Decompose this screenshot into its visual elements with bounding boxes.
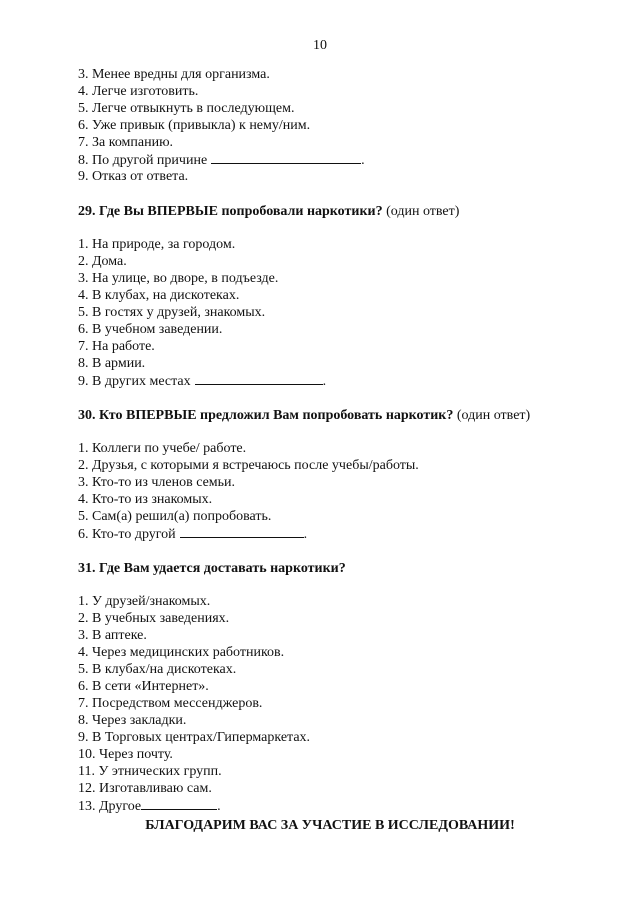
question-29-text: 29. Где Вы ВПЕРВЫЕ попробовали наркотики?	[78, 204, 383, 219]
question-30-note: (один ответ)	[456, 408, 531, 423]
closing-message: БЛАГОДАРИМ ВАС ЗА УЧАСТИЕ В ИССЛЕДОВАНИИ!	[145, 818, 515, 833]
option-item: 9. В Торговых центрах/Гипермаркетах.	[78, 730, 311, 745]
option-item: 4. Через медицинских работников.	[78, 645, 285, 660]
option-item: 2. В учебных заведениях.	[78, 611, 230, 626]
fill-in-blank[interactable]	[180, 525, 304, 538]
option-item: 5. Сам(а) решил(а) попробовать.	[78, 509, 272, 524]
question-30-title	[78, 407, 578, 424]
option-item: 4. Легче изготовить.	[78, 84, 199, 99]
questionnaire-content	[78, 66, 578, 814]
question-31-text: 31. Где Вам удается доставать наркотики?	[78, 561, 346, 576]
option-item: 9. Отказ от ответа.	[78, 169, 189, 184]
question-30-options	[78, 440, 578, 542]
option-item: 1. Коллеги по учебе/ работе.	[78, 441, 247, 456]
option-item: 5. Легче отвыкнуть в последующем.	[78, 101, 295, 116]
option-item: 12. Изготавливаю сам.	[78, 781, 212, 796]
page-number: 10	[313, 38, 327, 53]
option-item: 2. Дома.	[78, 254, 127, 269]
question-30-text: 30. Кто ВПЕРВЫЕ предложил Вам попробовать наркотик?	[78, 408, 454, 423]
option-item: 6. В сети «Интернет».	[78, 679, 209, 694]
option-item: 3. Кто-то из членов семьи.	[78, 475, 236, 490]
option-item: 8. В армии.	[78, 356, 146, 371]
option-item: 6. Уже привык (привыкла) к нему/ним.	[78, 118, 311, 133]
option-item: 1. На природе, за городом.	[78, 237, 236, 252]
fill-in-blank[interactable]	[141, 797, 217, 810]
option-item-with-blank: 6. Кто-то другой .	[78, 527, 308, 542]
fill-in-blank[interactable]	[195, 372, 323, 385]
option-item: 3. В аптеке.	[78, 628, 147, 643]
option-item: 7. За компанию.	[78, 135, 174, 150]
option-item: 11. У этнических групп.	[78, 764, 222, 779]
option-item: 2. Друзья, с которыми я встречаюсь после учебы/работы.	[78, 458, 419, 473]
option-item: 1. У друзей/знакомых.	[78, 594, 211, 609]
continued-options-list	[78, 66, 578, 185]
option-item: 3. На улице, во дворе, в подъезде.	[78, 271, 279, 286]
question-29-title	[78, 203, 578, 220]
option-item-with-blank: 8. По другой причине .	[78, 153, 365, 168]
option-item: 4. В клубах, на дискотеках.	[78, 288, 240, 303]
option-label: 13. Другое	[78, 799, 142, 814]
question-31-options	[78, 593, 578, 814]
option-item: 5. В клубах/на дискотеках.	[78, 662, 237, 677]
fill-in-blank[interactable]	[211, 151, 361, 164]
option-item: 7. На работе.	[78, 339, 155, 354]
question-29-note: (один ответ)	[386, 204, 460, 219]
option-item: 5. В гостях у друзей, знакомых.	[78, 305, 266, 320]
option-label: 6. Кто-то другой	[78, 527, 176, 542]
option-item-with-blank: 13. Другое .	[78, 799, 221, 814]
option-item: 6. В учебном заведении.	[78, 322, 223, 337]
option-label: 8. По другой причине	[78, 153, 208, 168]
question-29-options	[78, 236, 578, 389]
option-item: 3. Менее вредны для организма.	[78, 67, 270, 82]
option-item: 10. Через почту.	[78, 747, 173, 762]
option-item: 4. Кто-то из знакомых.	[78, 492, 213, 507]
question-31-title	[78, 560, 578, 577]
option-label: 9. В других местах	[78, 374, 191, 389]
option-item: 7. Посредством мессенджеров.	[78, 696, 263, 711]
option-item-with-blank: 9. В других местах .	[78, 374, 327, 389]
option-item: 8. Через закладки.	[78, 713, 187, 728]
